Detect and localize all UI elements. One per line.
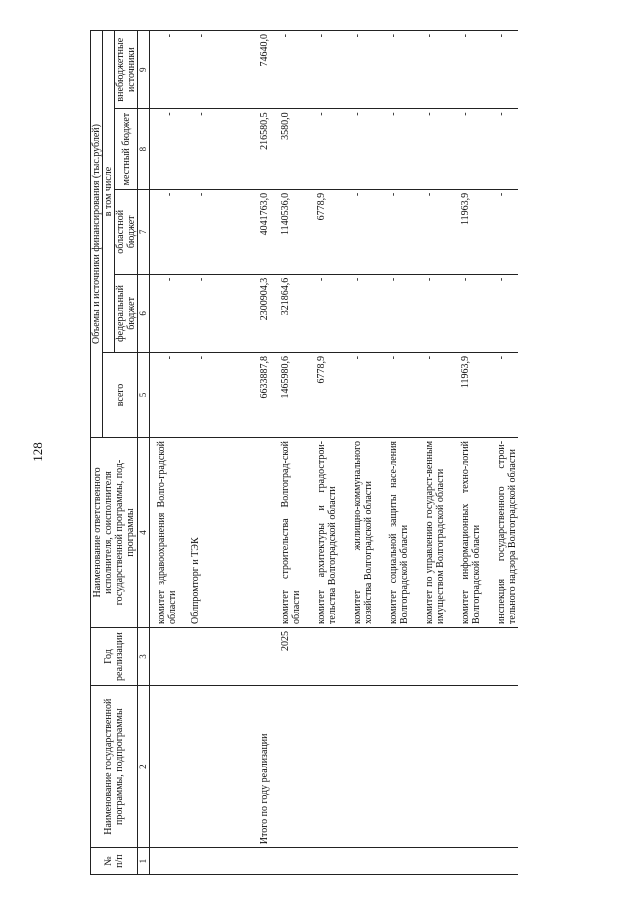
executor-name: комитет по управлению государст-венным имуществом Волгоградской области (410, 437, 446, 627)
table-row (270, 31, 302, 875)
total-row (207, 31, 270, 875)
column-number: 8 (138, 109, 150, 189)
header-regional: областной бюджет (115, 189, 138, 274)
column-number: 5 (138, 353, 150, 438)
value-federal: - (446, 274, 482, 352)
column-number: 3 (138, 627, 150, 685)
column-number: 9 (138, 31, 150, 109)
value-federal: - (178, 274, 207, 352)
total-value-extra-budget: 74640,0 (207, 31, 270, 109)
executor-name: комитет информационных техно-логий Волгоградской области (446, 437, 482, 627)
budget-table (90, 30, 518, 875)
total-value-local: 216580,5 (207, 109, 270, 189)
value-regional: 1140536,0 (270, 189, 302, 274)
value-extra-budget: - (150, 31, 179, 109)
value-extra-budget: - (178, 31, 207, 109)
table-row (446, 31, 482, 875)
value-federal: - (374, 274, 410, 352)
table-row (482, 31, 518, 875)
value-local: - (178, 109, 207, 189)
executor-name: Облпромторг и ТЭК (178, 437, 207, 627)
column-number: 2 (138, 686, 150, 848)
value-federal: 321864,6 (270, 274, 302, 352)
column-number: 1 (138, 848, 150, 875)
value-total: - (410, 353, 446, 438)
value-total: - (374, 353, 410, 438)
value-local: - (482, 109, 518, 189)
value-federal: - (482, 274, 518, 352)
executor-name: инспекция государственного строи-тельного надзора Волгоградской области (482, 437, 518, 627)
value-total: - (150, 353, 179, 438)
value-local: - (446, 109, 482, 189)
executor-name: комитет строительства Волгоград-ской области (270, 437, 302, 627)
value-federal: - (302, 274, 338, 352)
value-extra-budget: - (374, 31, 410, 109)
table-body (150, 31, 519, 875)
value-local: - (302, 109, 338, 189)
value-extra-budget: - (302, 31, 338, 109)
table-row (302, 31, 338, 875)
total-label: Итого по году реализации (207, 686, 270, 848)
value-regional: - (374, 189, 410, 274)
value-regional: - (482, 189, 518, 274)
value-total: 11963,9 (446, 353, 482, 438)
header-column-numbers (138, 31, 150, 875)
header-number: № п/п (91, 848, 138, 875)
header-year: Год реализации (91, 627, 138, 685)
table-row (178, 31, 207, 875)
table-row (338, 31, 374, 875)
header-local: местный бюджет (115, 109, 138, 189)
header-in-that-number: в том числе (103, 31, 115, 353)
column-number: 4 (138, 437, 150, 627)
value-extra-budget: - (446, 31, 482, 109)
table-header (91, 31, 150, 875)
executor-name: комитет архитектуры и градострои-тельства Волгоградской области (302, 437, 338, 627)
executor-name: комитет здравоохранения Волго-градской области (150, 437, 179, 627)
value-local: - (410, 109, 446, 189)
value-regional: - (178, 189, 207, 274)
table-row (410, 31, 446, 875)
value-local: 3580,0 (270, 109, 302, 189)
value-regional: 11963,9 (446, 189, 482, 274)
budget-table-sheet (90, 30, 610, 875)
table-row (150, 31, 179, 875)
executor-name: комитет социальной защиты насе-ления Волгоградской области (374, 437, 410, 627)
value-total: - (338, 353, 374, 438)
header-federal: федеральный бюджет (115, 274, 138, 352)
header-program-name: Наименование государственной программы, подпрограммы (91, 686, 138, 848)
value-local: - (374, 109, 410, 189)
header-executor: Наименование ответственного исполнителя, соисполнителя государственной программы, под-программы (91, 437, 138, 627)
value-extra-budget: - (270, 31, 302, 109)
value-local: - (150, 109, 179, 189)
value-regional: 6778,9 (302, 189, 338, 274)
page-number: 128 (30, 442, 45, 462)
value-extra-budget: - (338, 31, 374, 109)
year-2025: 2025 (270, 627, 302, 685)
value-regional: - (338, 189, 374, 274)
value-total: - (482, 353, 518, 438)
total-value-regional: 4041763,0 (207, 189, 270, 274)
executor-name: комитет жилищно-коммунального хозяйства Волгоградской области (338, 437, 374, 627)
total-value-all: 6633887,8 (207, 353, 270, 438)
header-extra-budget: внебюджетные источники (115, 31, 138, 109)
value-regional: - (150, 189, 179, 274)
column-number: 6 (138, 274, 150, 352)
value-federal: - (410, 274, 446, 352)
value-local: - (338, 109, 374, 189)
total-value-federal: 2300904,3 (207, 274, 270, 352)
header-total: всего (103, 353, 138, 438)
value-total: 1465980,6 (270, 353, 302, 438)
value-extra-budget: - (410, 31, 446, 109)
header-funding-group: Объемы и источники финансирования (тыс.рублей) (91, 31, 103, 438)
value-regional: - (410, 189, 446, 274)
column-number: 7 (138, 189, 150, 274)
value-total: 6778,9 (302, 353, 338, 438)
value-extra-budget: - (482, 31, 518, 109)
value-total: - (178, 353, 207, 438)
table-row (374, 31, 410, 875)
value-federal: - (338, 274, 374, 352)
value-federal: - (150, 274, 179, 352)
